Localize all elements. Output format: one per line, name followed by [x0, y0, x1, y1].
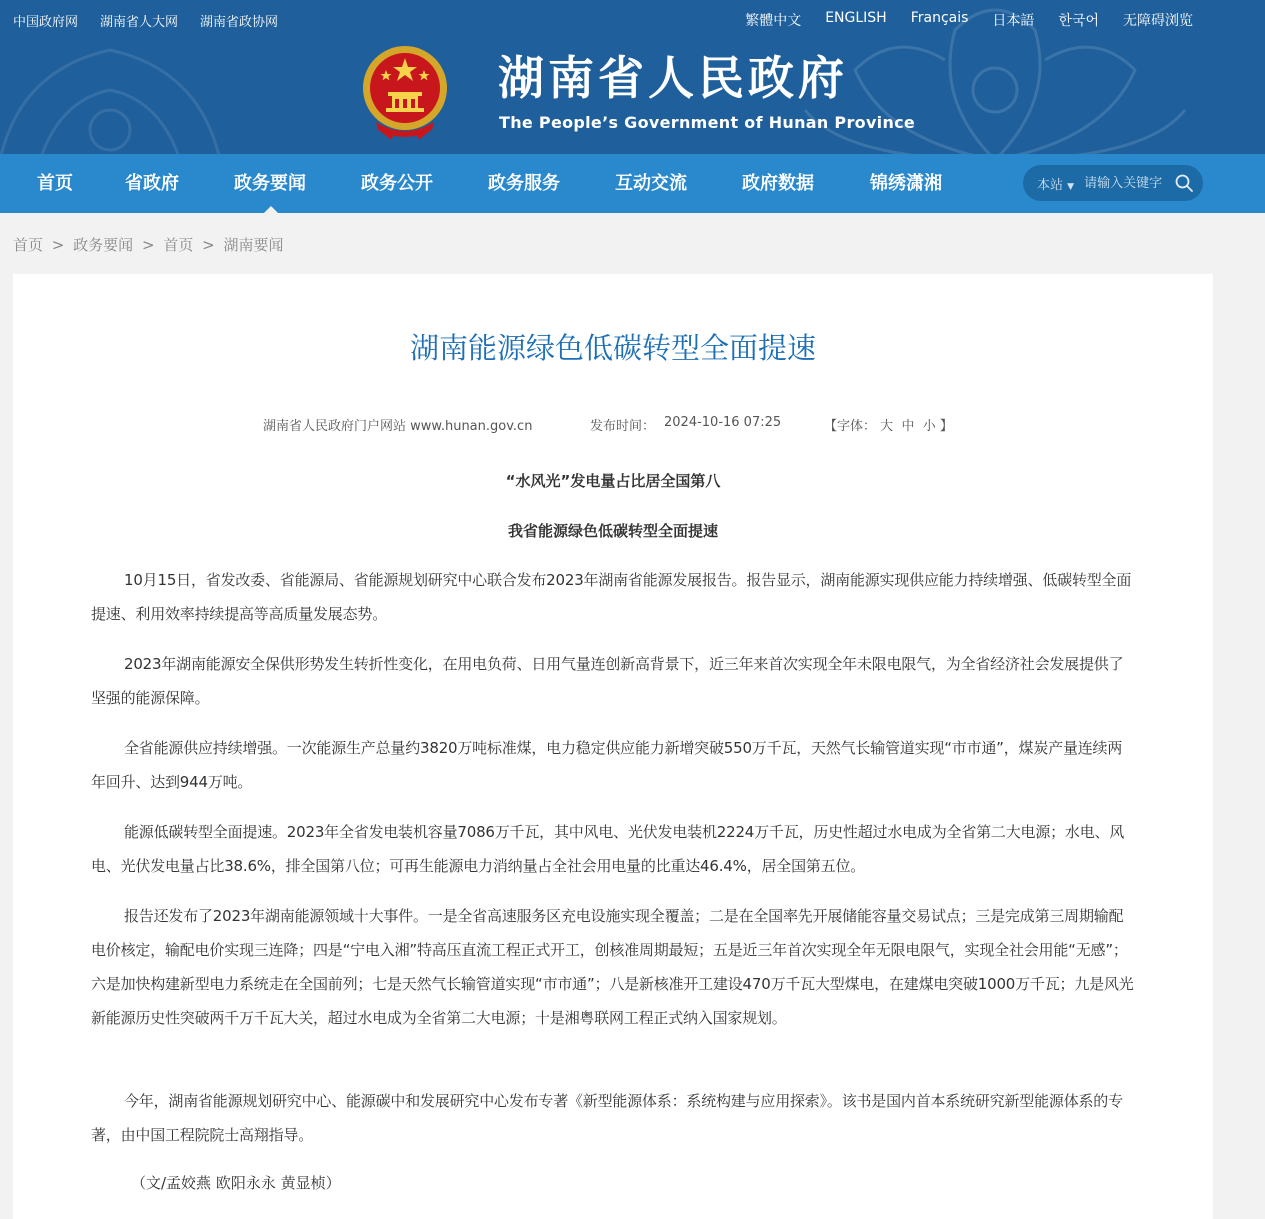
site-header — [0, 0, 1265, 154]
nav-item-news[interactable]: 政务要闻 — [234, 173, 306, 194]
article-paragraph: 10月15日，省发改委、省能源局、省能源规划研究中心联合发布2023年湖南省能源发展报告。报告显示，湖南能源实现供应能力持续增强、低碳转型全面提速、利用效率持续提高等高质量发展态势。 — [91, 571, 1132, 623]
breadcrumb-hunan-news[interactable]: 湖南要闻 — [223, 236, 284, 254]
nav-item-gov-data[interactable]: 政府数据 — [742, 173, 814, 194]
lang-french[interactable]: Français — [910, 10, 969, 26]
font-size-medium-button[interactable]: 中 — [901, 419, 915, 434]
lang-traditional-chinese[interactable]: 繁體中文 — [745, 13, 802, 29]
breadcrumb-separator: > — [141, 236, 155, 254]
search-input[interactable] — [1084, 176, 1170, 191]
nav-item-gov-disclosure[interactable]: 政务公开 — [361, 173, 433, 194]
article-card — [13, 274, 1213, 1219]
breadcrumb-separator: > — [202, 236, 215, 254]
lang-japanese[interactable]: 日本語 — [992, 13, 1035, 29]
search-icon[interactable] — [1174, 173, 1194, 193]
font-size-close-bracket: 】 — [939, 419, 953, 434]
search-scope-label: 本站 — [1037, 177, 1064, 193]
accessibility-link[interactable]: 无障碍浏览 — [1123, 13, 1193, 29]
site-title-en: The People’s Government of Hunan Province — [499, 113, 916, 132]
font-size-large-button[interactable]: 大 — [880, 419, 894, 434]
breadcrumb — [13, 234, 287, 255]
article-paragraph: 今年，湖南省能源规划研究中心、能源碳中和发展研究中心发布专著《新型能源体系：系统构建与应用探索》。该书是国内首本系统研究新型能源体系的专著，由中国工程院院士高翔指导。 — [91, 1092, 1123, 1144]
lang-english[interactable]: ENGLISH — [825, 10, 887, 26]
breadcrumb-home[interactable]: 首页 — [13, 236, 44, 254]
header-decoration-left — [0, 10, 260, 154]
article-paragraph: 报告还发布了2023年湖南能源领域十大事件。一是全省高速服务区充电设施实现全覆盖；二是在全国率先开展储能容量交易试点；三是完成第三周期输配电价核定，输配电价实现三连降；四是“宁电入湘”特高压直流工程正式开工，创核准周期最短；五是近三年首次实现全年无限电限气，实现全社会用能“无感”；六是加快构建新型电力系统走在全国前列；七是天然气长输管道实现“市市通”；八是新核准开工建设470万千瓦大型煤电，在建煤电突破1000万千瓦；九是风光新能源历史性突破两千万千瓦大关，超过水电成为全省第二大电源；十是湘粤联网工程正式纳入国家规划。 — [91, 907, 1134, 1027]
search-box — [1023, 165, 1203, 201]
language-links — [745, 10, 1193, 30]
nav-item-interaction[interactable]: 互动交流 — [615, 173, 687, 194]
font-size-label: 【字体： — [824, 419, 877, 434]
article-title: 湖南能源绿色低碳转型全面提速 — [409, 331, 816, 365]
breadcrumb-home-2[interactable]: 首页 — [163, 236, 194, 254]
active-nav-indicator — [264, 206, 278, 213]
article-subheading: 我省能源绿色低碳转型全面提速 — [507, 522, 718, 540]
site-title-cn: 湖南省人民政府 — [498, 51, 848, 105]
nav-item-home[interactable]: 首页 — [37, 173, 73, 194]
article-paragraph: 全省能源供应持续增强。一次能源生产总量约3820万吨标准煤，电力稳定供应能力新增突破550万千瓦，天然气长输管道实现“市市通”，煤炭产量连续两年回升、达到944万吨。 — [91, 739, 1123, 791]
nav-item-services[interactable]: 政务服务 — [488, 173, 560, 194]
article-paragraph: 2023年湖南能源安全保供形势发生转折性变化，在用电负荷、日用气量连创新高背景下，近三年来首次实现全年未限电限气，为全省经济社会发展提供了坚强的能源保障。 — [91, 655, 1124, 707]
article-subheading: “水风光”发电量占比居全国第八 — [505, 472, 721, 490]
font-size-small-button[interactable]: 小 — [922, 419, 936, 434]
article-meta — [13, 415, 1213, 435]
link-hunan-cppcc[interactable]: 湖南省政协网 — [200, 15, 279, 30]
breadcrumb-separator: > — [51, 236, 65, 254]
link-hunan-npc[interactable]: 湖南省人大网 — [100, 15, 179, 30]
top-links — [13, 11, 278, 30]
link-gov-cn[interactable]: 中国政府网 — [13, 15, 79, 30]
publish-time-label: 发布时间： — [590, 419, 656, 434]
national-emblem-icon[interactable] — [362, 44, 448, 140]
nav-item-provincial-gov[interactable]: 省政府 — [125, 173, 179, 194]
font-size-control — [824, 415, 953, 434]
breadcrumb-news[interactable]: 政务要闻 — [73, 236, 134, 254]
article-byline: （文/孟姣燕 欧阳永永 黄显桢） — [131, 1174, 341, 1192]
article-source: 湖南省人民政府门户网站 www.hunan.gov.cn — [263, 419, 533, 434]
search-scope-dropdown[interactable] — [1037, 174, 1074, 193]
publish-time: 2024-10-16 07:25 — [664, 415, 782, 430]
nav-item-hunan-scenery[interactable]: 锦绣潇湘 — [870, 173, 942, 194]
main-nav — [0, 154, 1265, 213]
chevron-down-icon: ▼ — [1067, 181, 1075, 192]
lang-korean[interactable]: 한국어 — [1058, 13, 1099, 29]
article-paragraph: 能源低碳转型全面提速。2023年全省发电装机容量7086万千瓦，其中风电、光伏发电装机2224万千瓦，历史性超过水电成为全省第二大电源；水电、风电、光伏发电量占比38.6%，排全国第八位；可再生能源电力消纳量占全社会用电量的比重达46.4%，居全国第五位。 — [91, 823, 1125, 875]
